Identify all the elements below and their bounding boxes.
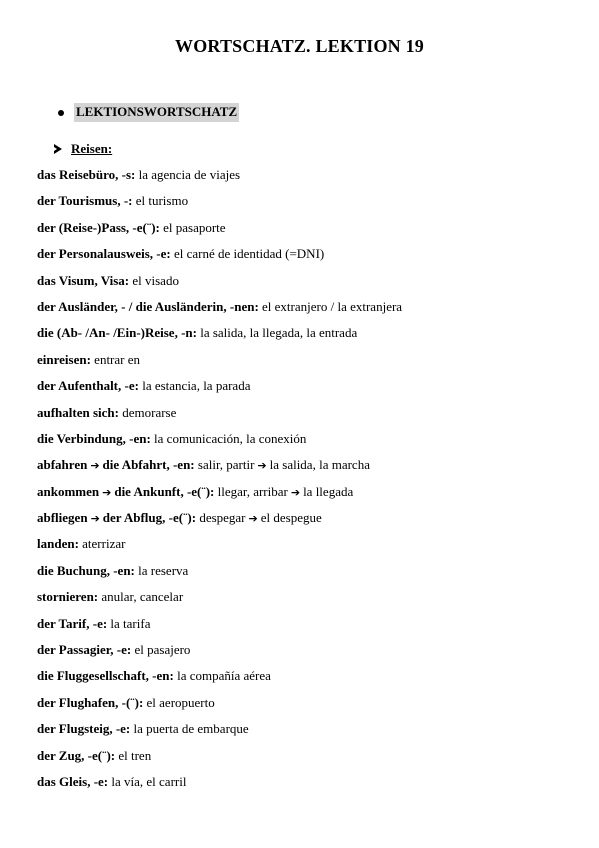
list-item — [37, 535, 577, 561]
german-noun: die Abfahrt, -en: — [102, 457, 195, 473]
list-item — [37, 272, 577, 298]
german-verb: abfliegen — [37, 510, 88, 526]
spanish-meaning-noun: la salida, la marcha — [269, 457, 370, 473]
right-arrow-icon: ➔ — [90, 459, 100, 473]
spanish-meaning: llegar, arribar — [217, 483, 288, 499]
vocabulary-list — [37, 166, 577, 799]
german-verb: abfahren — [37, 457, 88, 473]
section-heading — [54, 103, 239, 122]
list-item — [37, 456, 577, 482]
spanish-meaning: la compañía aérea — [177, 668, 271, 684]
spanish-meaning: la agencia de viajes — [138, 167, 241, 182]
spanish-meaning: la tarifa — [110, 615, 151, 631]
german-verb: ankommen — [37, 483, 100, 499]
spanish-meaning: la puerta de embarque — [133, 721, 249, 737]
list-item — [37, 324, 577, 350]
spanish-meaning: el carné de identidad (=DNI) — [173, 246, 325, 262]
spanish-meaning: la vía, el carril — [111, 773, 187, 789]
spanish-meaning: el pasaporte — [163, 219, 226, 235]
german-term: die Fluggesellschaft, -en: — [37, 668, 174, 684]
list-item — [37, 245, 577, 271]
spanish-meaning: demorarse — [122, 404, 177, 420]
german-term: die (Ab- /An- /Ein-)Reise, -n: — [37, 325, 197, 341]
german-term: einreisen: — [37, 351, 91, 367]
list-item — [37, 483, 577, 509]
german-term: die Buchung, -en: — [37, 562, 135, 578]
right-arrow-icon: ➔ — [90, 512, 100, 526]
spanish-meaning: el tren — [118, 747, 152, 763]
list-item — [37, 192, 577, 218]
german-term: der Personalausweis, -e: — [37, 246, 171, 262]
right-arrow-icon: ➔ — [248, 512, 258, 526]
german-term: das Visum, Visa: — [37, 272, 130, 288]
spanish-meaning: la estancia, la parada — [142, 378, 251, 394]
list-item — [37, 219, 577, 245]
list-item — [37, 773, 577, 799]
list-item — [37, 720, 577, 746]
list-item — [37, 588, 577, 614]
german-term: das Reisebüro, -s: — [37, 167, 136, 182]
german-term: die Verbindung, -en: — [37, 430, 151, 446]
list-item — [37, 404, 577, 430]
list-item — [37, 641, 577, 667]
list-item — [37, 166, 577, 192]
spanish-meaning-noun: la llegada — [303, 483, 354, 499]
german-term: der Flugsteig, -e: — [37, 721, 131, 737]
spanish-meaning: la reserva — [138, 562, 189, 578]
spanish-meaning: despegar — [199, 510, 246, 526]
right-arrow-icon: ➔ — [102, 485, 112, 499]
german-noun: die Ankunft, -e(¨): — [114, 483, 215, 499]
german-noun: der Abflug, -e(¨): — [102, 510, 197, 526]
bullet-icon — [58, 110, 64, 116]
spanish-meaning: aterrizar — [82, 536, 126, 552]
list-item — [37, 667, 577, 693]
spanish-meaning: el visado — [132, 272, 179, 288]
german-term: der Ausländer, - / die Ausländerin, -nen: — [37, 298, 259, 314]
spanish-meaning: anular, cancelar — [101, 589, 184, 605]
section-label: LEKTIONSWORTSCHATZ — [74, 103, 239, 122]
german-term: der (Reise-)Pass, -e(¨): — [37, 219, 160, 235]
spanish-meaning: la salida, la llegada, la entrada — [200, 325, 358, 341]
german-term: der Tarif, -e: — [37, 615, 108, 631]
list-item — [37, 747, 577, 773]
spanish-meaning: el turismo — [135, 193, 189, 209]
spanish-meaning: entrar en — [94, 351, 141, 367]
german-term: aufhalten sich: — [37, 404, 119, 420]
list-item — [37, 351, 577, 377]
list-item — [37, 298, 577, 324]
german-term: landen: — [37, 536, 79, 552]
german-term: der Passagier, -e: — [37, 642, 132, 658]
german-term: der Aufenthalt, -e: — [37, 378, 139, 394]
spanish-meaning: salir, partir — [197, 457, 255, 473]
list-item — [37, 615, 577, 641]
subsection-label: Reisen: — [71, 141, 113, 156]
spanish-meaning: la comunicación, la conexión — [154, 430, 307, 446]
spanish-meaning-noun: el despegue — [260, 510, 322, 526]
right-arrow-icon: ➔ — [257, 459, 267, 473]
spanish-meaning: el extranjero / la extranjera — [262, 298, 403, 314]
right-arrow-icon: ➔ — [290, 485, 301, 499]
german-term: der Flughafen, -(¨): — [37, 694, 144, 710]
page-title: WORTSCHATZ. LEKTION 19 — [175, 36, 424, 56]
list-item — [37, 509, 577, 535]
german-term: stornieren: — [37, 589, 99, 605]
list-item — [37, 562, 577, 588]
spanish-meaning: el aeropuerto — [146, 694, 215, 710]
list-item — [37, 430, 577, 456]
spanish-meaning: el pasajero — [134, 642, 191, 658]
arrow-bullet-icon — [54, 144, 62, 154]
list-item — [37, 377, 577, 403]
subsection-heading — [54, 141, 112, 157]
list-item — [37, 694, 577, 720]
german-term: das Gleis, -e: — [37, 773, 109, 789]
german-term: der Zug, -e(¨): — [37, 747, 116, 763]
german-term: der Tourismus, -: — [37, 193, 133, 209]
